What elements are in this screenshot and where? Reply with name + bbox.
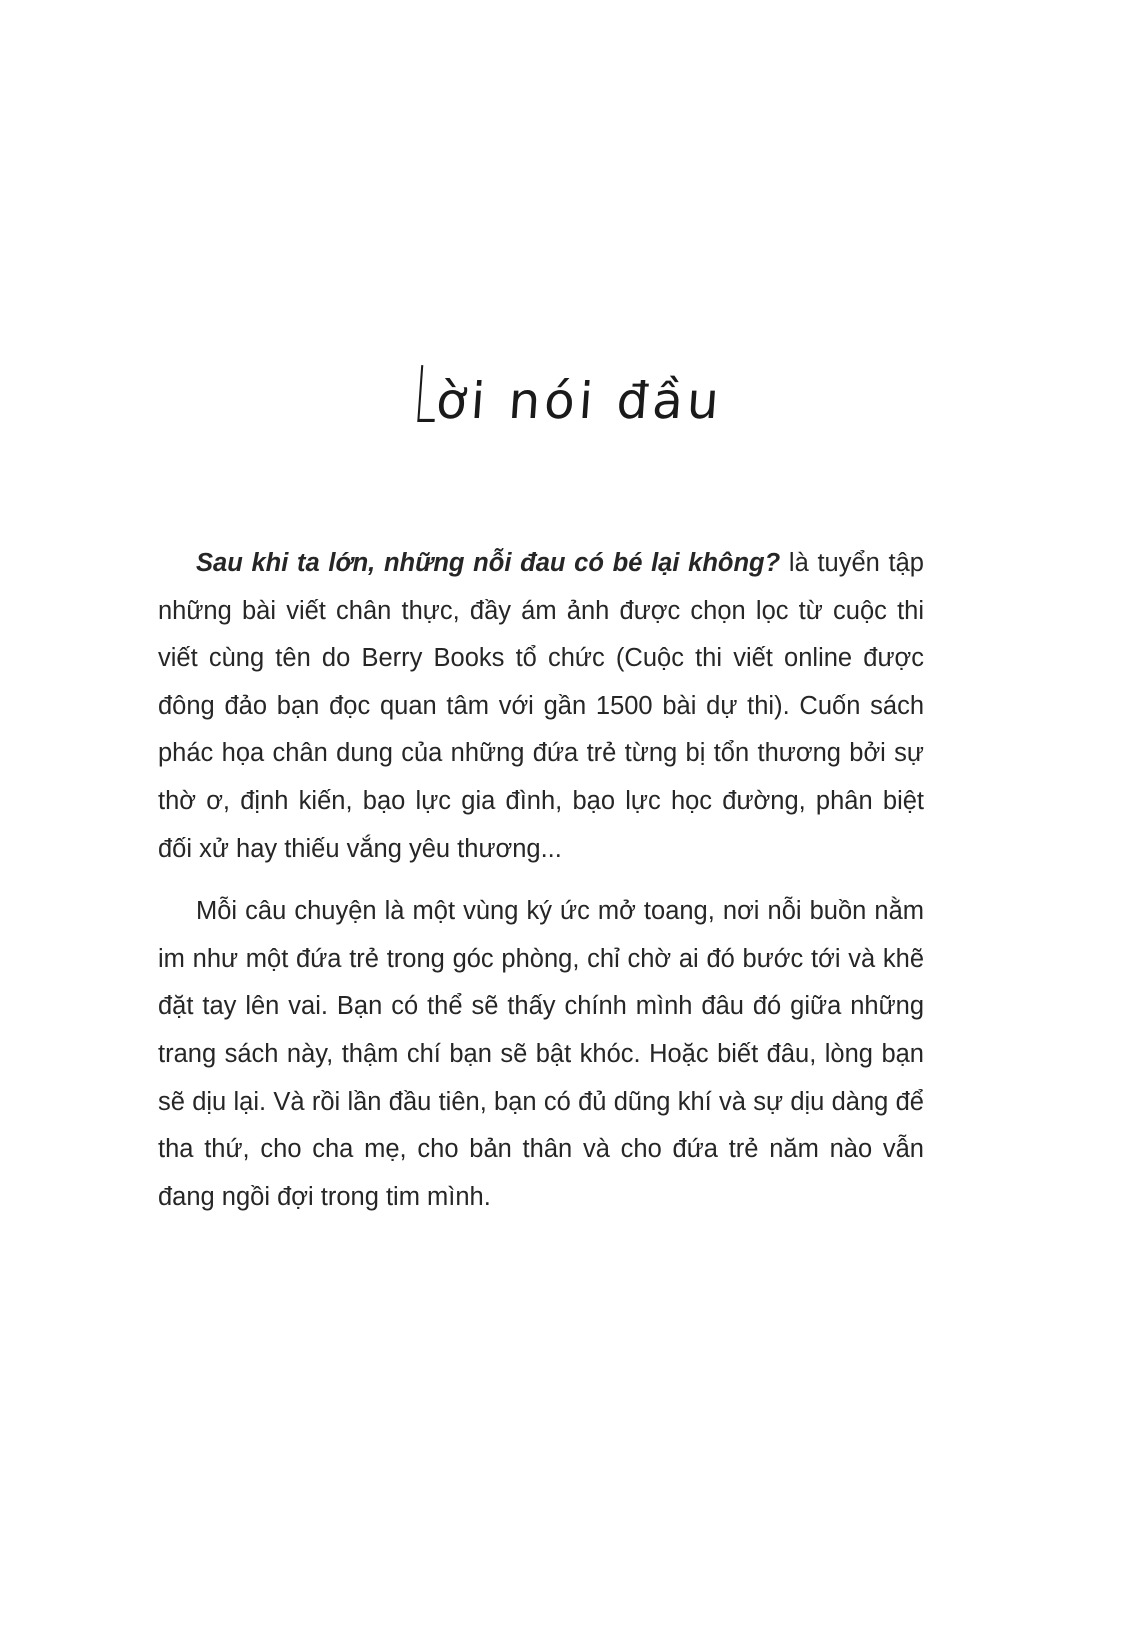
preface-body bbox=[158, 540, 924, 1221]
book-title: Sau khi ta lớn, những nỗi đau có bé lại không? bbox=[196, 549, 781, 577]
paragraph-1-text: là tuyển tập những bài viết chân thực, đầy ám ảnh được chọn lọc từ cuộc thi viết cùng tên do Berry Books tổ chức (Cuộc thi viết online được đông đảo bạn đọc quan tâm với gần 1500 bài dự thi). Cuốn sách phác họa chân dung của những đứa trẻ từng bị tổn thương bởi sự thờ ơ, định kiến, bạo lực gia đình, bạo lực học đường, phân biệt đối xử hay thiếu vắng yêu thương... bbox=[158, 549, 924, 863]
title-first-letter: L bbox=[410, 350, 444, 441]
page-title bbox=[0, 350, 1126, 441]
paragraph-2: Mỗi câu chuyện là một vùng ký ức mở toang, nơi nỗi buồn nằm im như một đứa trẻ trong góc phòng, chỉ chờ ai đó bước tới và khẽ đặt tay lên vai. Bạn có thể sẽ thấy chính mình đâu đó giữa những trang sách này, thậm chí bạn sẽ bật khóc. Hoặc biết đâu, lòng bạn sẽ dịu lại. Và rồi lần đầu tiên, bạn có đủ dũng khí và sự dịu dàng để tha thứ, cho cha mẹ, cho bản thân và cho đứa trẻ năm nào vẫn đang ngồi đợi trong tim mình. bbox=[158, 897, 924, 1211]
paragraph-1 bbox=[158, 540, 924, 873]
title-rest: ời nói đầu bbox=[434, 371, 725, 430]
